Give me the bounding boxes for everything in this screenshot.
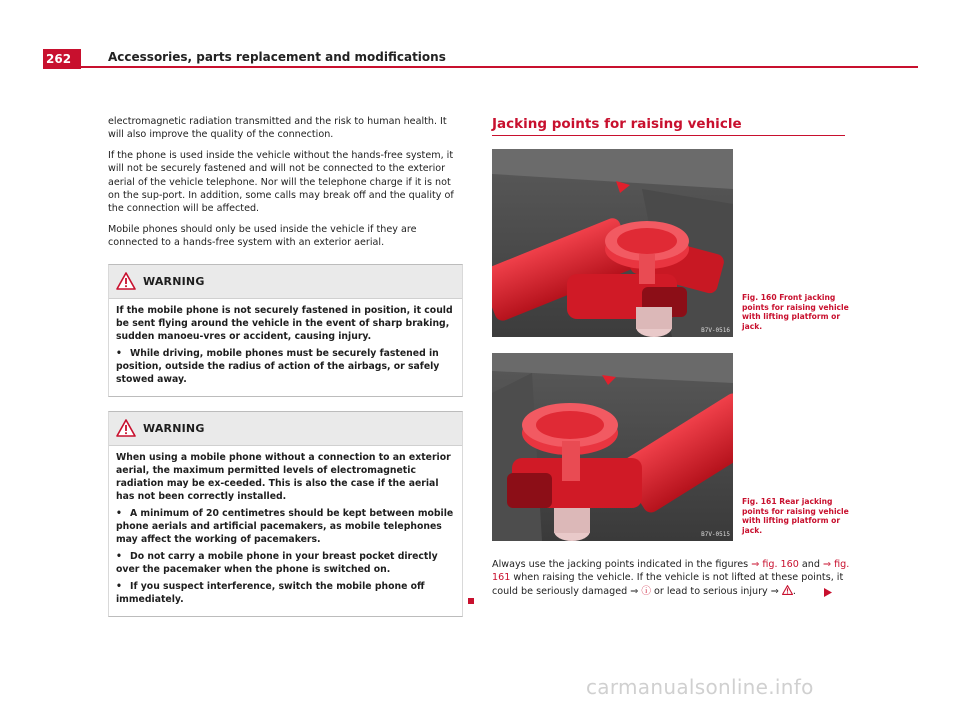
warning-triangle-icon: [116, 419, 136, 437]
warning-bullet: [116, 347, 455, 386]
warning-box-1: [108, 264, 463, 397]
bullet: •: [116, 580, 122, 592]
front-jacking-point-photo: [492, 149, 733, 337]
warning-header: [109, 265, 462, 299]
rear-jacking-point-illustration: [492, 353, 733, 541]
text-run: and: [798, 559, 824, 570]
rear-jacking-point-photo: [492, 353, 733, 541]
figure-caption: Fig. 160 Front jacking points for raising vehicle with lifting platform or jack.: [742, 293, 849, 331]
warning-bullet: [116, 580, 455, 606]
bullet: •: [116, 347, 122, 359]
warning-title: WARNING: [143, 274, 205, 288]
bullet: •: [116, 550, 122, 562]
text-run: when raising the vehicle. If the vehicle is not lifted at these points, it could be seriously damaged ⇒: [492, 572, 844, 597]
bullet: •: [116, 507, 122, 519]
notice-icon[interactable]: ⓘ: [641, 585, 651, 597]
bullet-text: While driving, mobile phones must be securely fastened in position, outside the radius of action of the airbags, or safely stowed away.: [116, 347, 440, 385]
paragraph: If the phone is used inside the vehicle without the hands-free system, it will not be securely fastened and will not be connected to the exterior aerial of the vehicle telephone. Nor will the telephone charge if it is not on the sup-port. In addition, some calls may break off and the quality of the connection will be affected.: [108, 149, 454, 215]
text-run: Always use the jacking points indicated in the figures: [492, 559, 752, 570]
bullet-text: If you suspect interference, switch the mobile phone off immediately.: [116, 580, 425, 605]
header-rule: [81, 66, 918, 68]
figure-160-link[interactable]: ⇒ fig. 160: [751, 559, 799, 570]
continue-arrow-icon: [824, 588, 832, 597]
front-jacking-point-illustration: [492, 149, 733, 337]
section-end-marker: [468, 598, 474, 604]
left-column: [108, 115, 463, 617]
text-run: or lead to serious injury ⇒: [650, 585, 782, 597]
text-run: .: [792, 585, 796, 597]
warning-bullet: [116, 507, 455, 546]
watermark: carmanualsonline.info: [586, 675, 814, 699]
figure-code: B7V-0516: [701, 327, 730, 334]
warning-triangle-icon: [116, 272, 136, 290]
bullet-text: A minimum of 20 centimetres should be kept between mobile phone aerials and artificial pacemakers, as mobile telephones may affect the working of pacemakers.: [116, 507, 454, 545]
jacking-instructions: [492, 558, 852, 598]
paragraph: electromagnetic radiation transmitted and the risk to human health. It will also improve the quality of the connection.: [108, 116, 447, 141]
warning-body: [109, 446, 462, 616]
section-rule: [492, 135, 845, 136]
warning-header: [109, 412, 462, 446]
right-column: [492, 115, 852, 597]
warning-body: [109, 299, 462, 396]
paragraph: Mobile phones should only be used inside the vehicle if they are connected to a hands-free system with an exterior aerial.: [108, 223, 417, 249]
figure-161-link[interactable]: ⇒ fig. 161: [492, 559, 850, 584]
warning-text: If the mobile phone is not securely fastened in position, it could be sent flying around the vehicle in the event of sharp braking, sudden manoeu-vres or accident, causing injury.: [116, 304, 453, 342]
figure-code: B7V-0515: [701, 531, 730, 538]
warning-text: When using a mobile phone without a connection to an exterior aerial, the maximum permitted levels of electromagnetic radiation may be ex-ceeded. This is also the case if the aerial has not been correctly installed.: [116, 451, 451, 502]
bullet-text: Do not carry a mobile phone in your breast pocket directly over the pacemaker when the phone is switched on.: [116, 550, 438, 575]
section-title: Jacking points for raising vehicle: [492, 116, 742, 132]
figure-caption: Fig. 161 Rear jacking points for raising vehicle with lifting platform or jack.: [742, 497, 849, 535]
warning-box-2: [108, 411, 463, 617]
chapter-title: Accessories, parts replacement and modifications: [108, 50, 446, 64]
warning-title: WARNING: [143, 421, 205, 435]
warning-triangle-icon[interactable]: [782, 585, 793, 595]
warning-bullet: [116, 550, 455, 576]
page-number: 262: [43, 49, 81, 69]
